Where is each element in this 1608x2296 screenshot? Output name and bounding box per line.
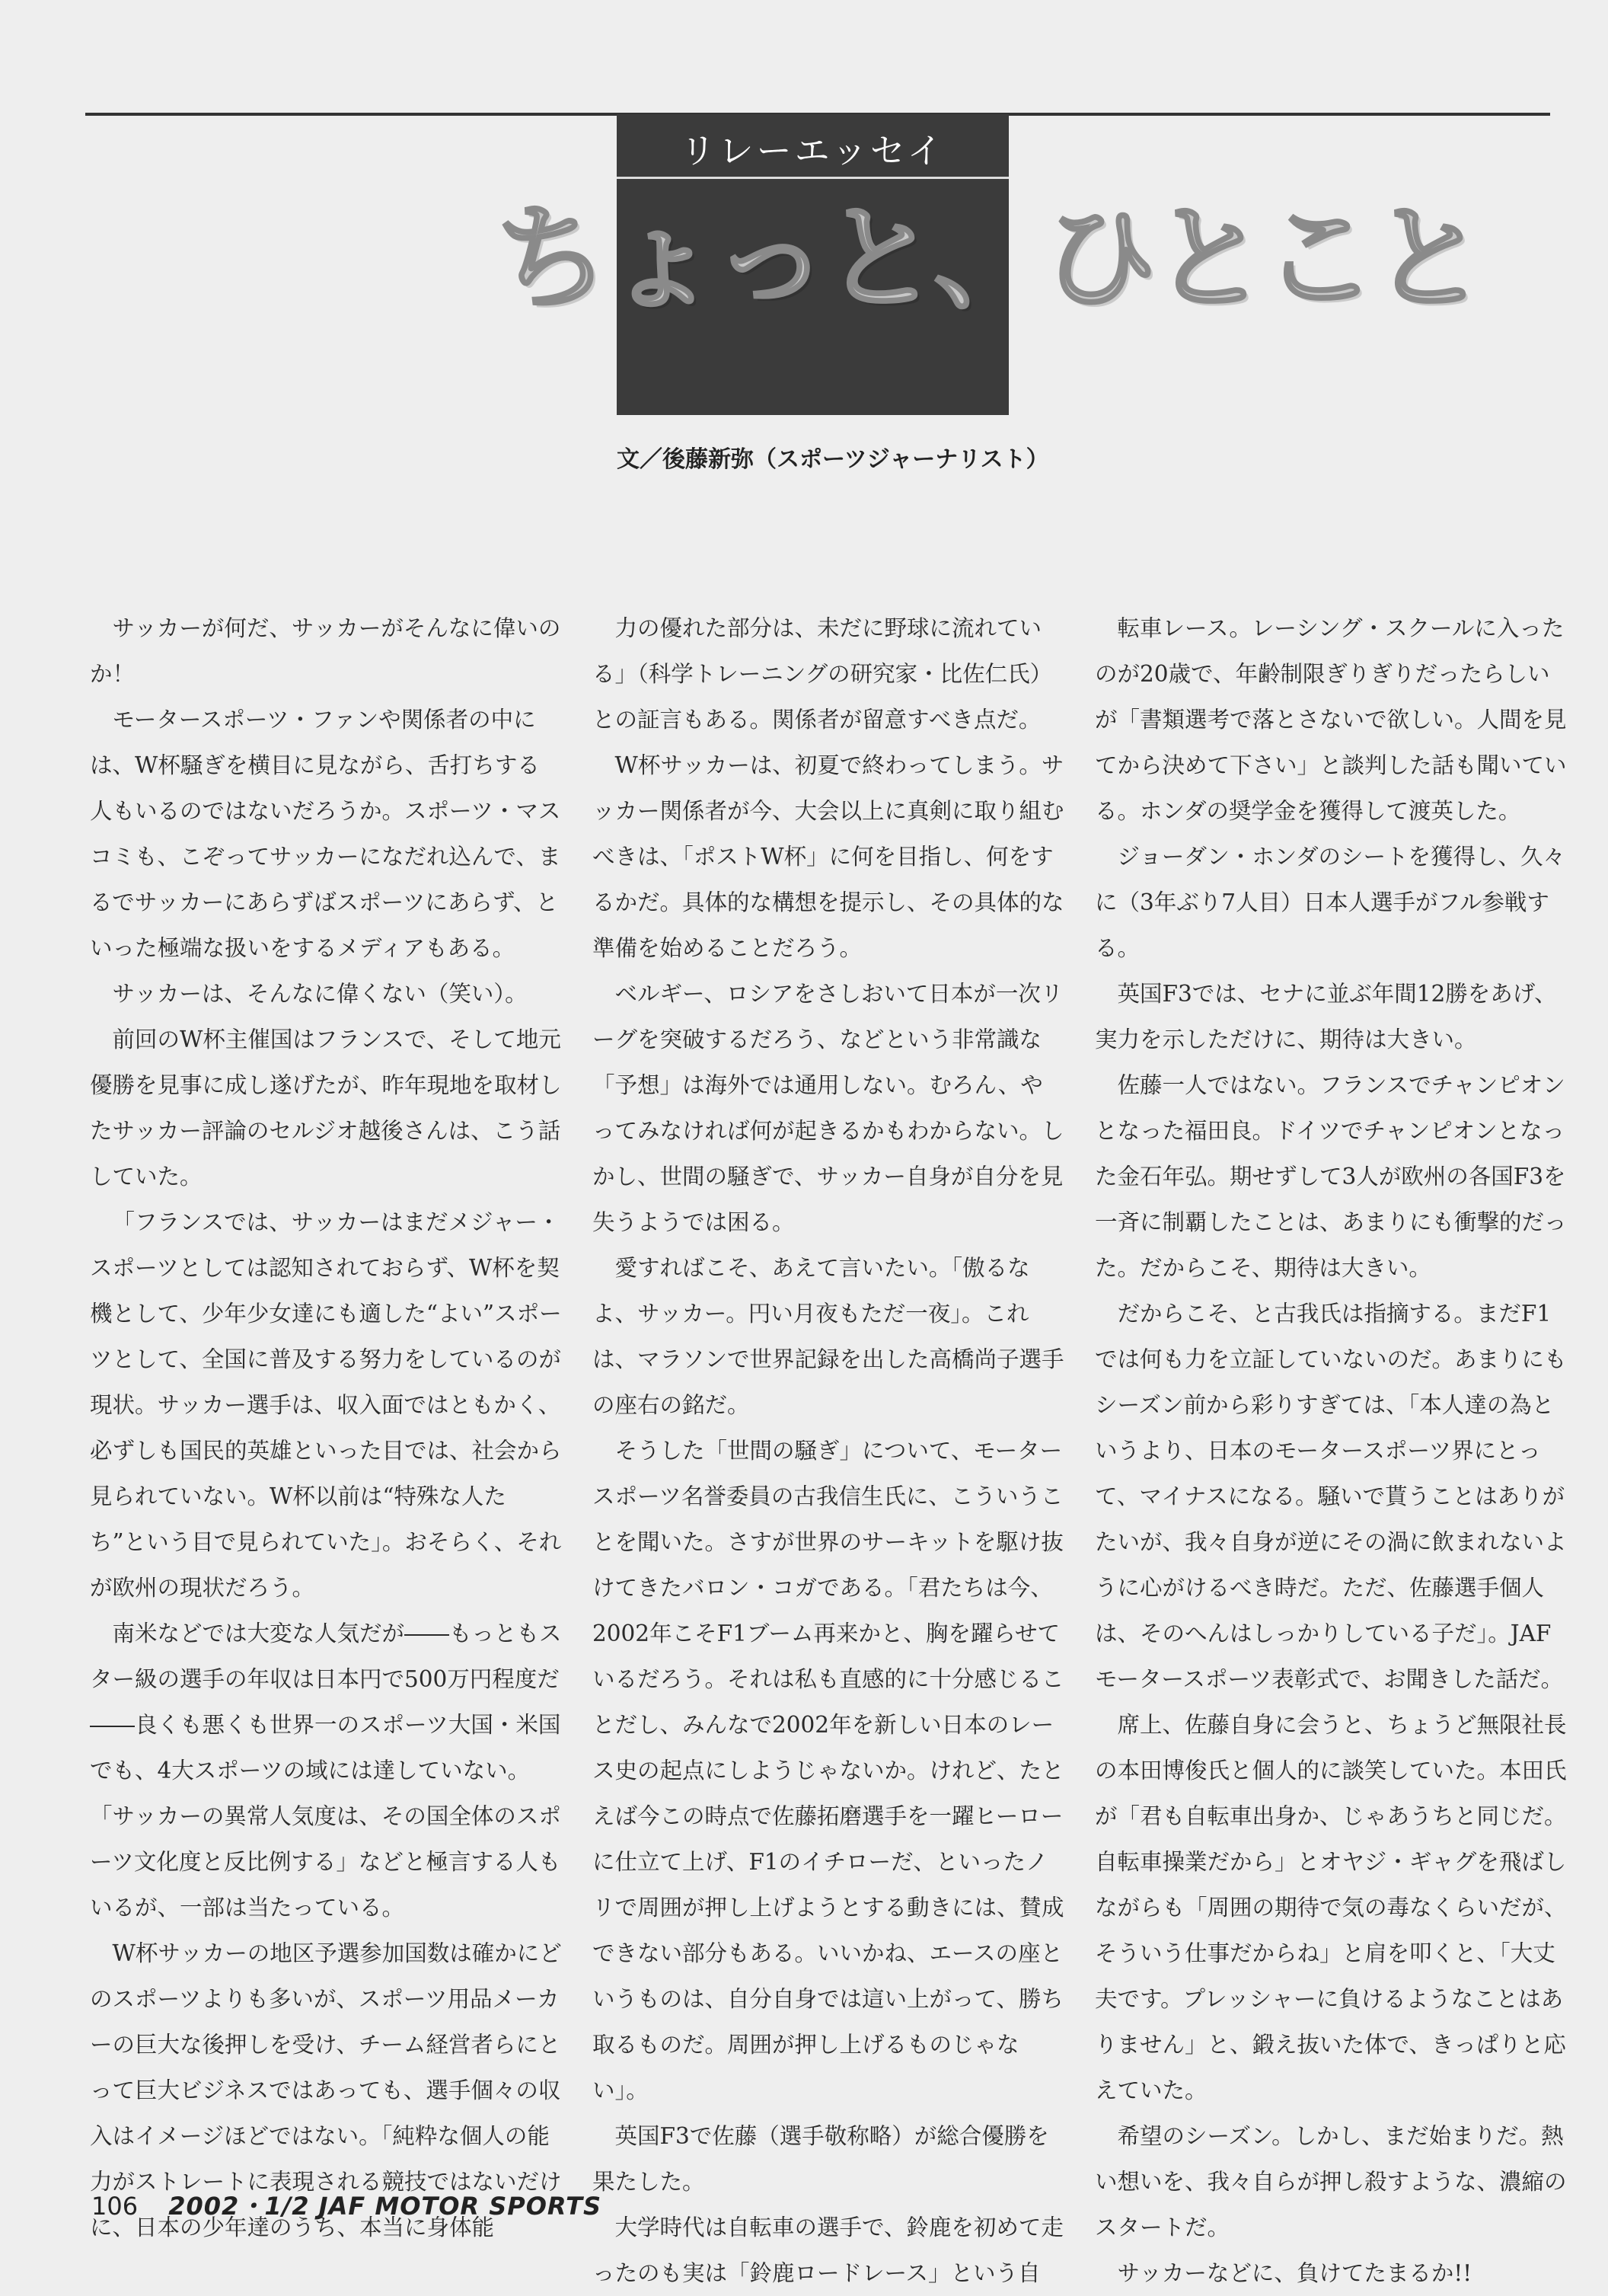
article-paragraph: だからこそ、と古我氏は指摘する。まだF1では何も力を立証していないのだ。あまりにもシーズン前から彩りすぎては、「本人達の為というより、日本のモータースポーツ界にとって、マイナスになる。騒いで貰うことはありがたいが、我々自身が逆にその渦に飲まれないように心がけるべき時だ。ただ、佐藤選手個人は、そのへんはしっかりしている子だ」。JAFモータースポーツ表彰式で、お聞きした話だ。 (1095, 1301, 1567, 1692)
page-number: 106 (91, 2192, 139, 2221)
page-footer (91, 2187, 601, 2222)
article-paragraph: ジョーダン・ホンダのシートを獲得し、久々に（3年ぶり7人目）日本人選手がフル参戦する。 (1095, 844, 1566, 961)
article-paragraph: 希望のシーズン。しかし、まだ始まりだ。熱い想いを、我々自らが押し殺すような、濃縮のスタートだ。 (1095, 2123, 1567, 2240)
article-paragraph: 前回のW杯主催国はフランスで、そして地元優勝を見事に成し遂げたが、昨年現地を取材したサッカー評論のセルジオ越後さんは、こう話していた。 (90, 1027, 562, 1190)
series-label-rule (617, 177, 1009, 179)
article-paragraph: そうした「世間の騒ぎ」について、モータースポーツ名誉委員の古我信生氏に、こういうことを聞いた。さすが世界のサーキットを駆け抜けてきたバロン・コガである。「君たちは今、2002年こそF1ブーム再来かと、胸を躍らせているだろう。それは私も直感的に十分感じることだし、みんなで2002年を新しい日本のレース史の起点にしようじゃないか。けれど、たとえば今この時点で佐藤拓磨選手を一躍ヒーローに仕立て上げ、F1のイチローだ、といったノリで周囲が押し上げようとする動きには、賛成できない部分もある。いいかね、エースの座というものは、自分自身では這い上がって、勝ち取るものだ。周囲が押し上げるものじゃない」。 (592, 1438, 1064, 2103)
article-paragraph: サッカーは、そんなに偉くない（笑い）。 (112, 981, 528, 1007)
magazine-issue: 2002・1/2 JAF MOTOR SPORTS (168, 2192, 601, 2221)
article-paragraph: W杯サッカーは、初夏で終わってしまう。サッカー関係者が今、大会以上に真剣に取り組むべきは、「ポストW杯」に何を目指し、何をするかだ。具体的な構想を提示し、その具体的な準備を始めることだろう。 (592, 752, 1064, 961)
article-paragraph: W杯サッカーの地区予選参加国数は確かにどのスポーツよりも多いが、スポーツ用品メーカーの巨大な後押しを受け、チーム経営者らにとって巨大ビジネスではあっても、選手個々の収入はイメージほどではない。「純粋な個人の能力がストレートに表現される競技ではないだけに、日本の少年達のうち、本当に身体能 (90, 1940, 562, 2240)
article-paragraph: 大学時代は自転車の選手で、鈴鹿を初めて走ったのも実は「鈴鹿ロードレース」という自 (592, 2215, 1064, 2286)
article-paragraph: 力の優れた部分は、未だに野球に流れている」（科学トレーニングの研究家・比佐仁氏）との証言もある。関係者が留意すべき点だ。 (592, 615, 1053, 733)
essay-title: ちょっと、ひとこと (495, 193, 1482, 325)
article-paragraph: 「フランスでは、サッカーはまだメジャー・スポーツとしては認知されておらず、W杯を契機として、少年少女達にも適した“よい”スポーツとして、全国に普及する努力をしているのが現状。サッカー選手は、収入面ではともかく、必ずしも国民的英雄といった目では、社会から見られていない。W杯以前は“特殊な人たち”という目で見られていた」。おそらく、それが欧州の現状だろう。 (90, 1209, 562, 1601)
byline: 文／後藤新弥（スポーツジャーナリスト） (617, 446, 1049, 473)
article-paragraph: 南米などでは大変な人気だが――もっともスター級の選手の年収は日本円で500万円程度だ――良くも悪くも世界一のスポーツ大国・米国でも、4大スポーツの域には達していない。「サッカーの異常人気度は、その国全体のスポーツ文化度と反比例する」などと極言する人もいるが、一部は当たっている。 (90, 1621, 562, 1921)
article-paragraph: 愛すればこそ、あえて言いたい。「傲るなよ、サッカー。円い月夜もただ一夜」。これは、マラソンで世界記録を出した高橋尚子選手の座右の銘だ。 (592, 1255, 1064, 1418)
article-paragraph: 英国F3では、セナに並ぶ年間12勝をあげ、実力を示しただけに、期待は大きい。 (1095, 981, 1557, 1052)
article-paragraph: ベルギー、ロシアをさしおいて日本が一次リーグを突破するだろう、などという非常識な「予想」は海外では通用しない。むろん、やってみなければ何が起きるかもわからない。しかし、世間の騒ぎで、サッカー自身が自分を見失うようでは困る。 (592, 981, 1064, 1235)
article-paragraph: 席上、佐藤自身に会うと、ちょうど無限社長の本田博俊氏と個人的に談笑していた。本田氏が「君も自転車出身か、じゃあうちと同じだ。自転車操業だから」とオヤジ・ギャグを飛ばしながらも「周囲の期待で気の毒なくらいだが、そういう仕事だからね」と肩を叩くと、「大丈夫です。プレッシャーに負けるようなことはありません」と、鍛え抜いた体で、きっぱりと応えていた。 (1095, 1712, 1567, 2103)
article-paragraph: サッカーなどに、負けてたまるか!! (1117, 2260, 1472, 2286)
article-paragraph: モータースポーツ・ファンや関係者の中には、W杯騒ぎを横目に見ながら、舌打ちする人もいるのではないだろうか。スポーツ・マスコミも、こぞってサッカーになだれ込んで、まるでサッカーにあらずばスポーツにあらず、といった極端な扱いをするメディアもある。 (90, 707, 561, 961)
article-paragraph: 英国F3で佐藤（選手敬称略）が総合優勝を果たした。 (592, 2123, 1049, 2195)
article-paragraph: 転車レース。レーシング・スクールに入ったのが20歳で、年齢制限ぎりぎりだったらしいが「書類選考で落とさないで欲しい。人間を見てから決めて下さい」と談判した話も聞いている。ホンダの奨学金を獲得して渡英した。 (1095, 615, 1567, 824)
series-label: リレーエッセイ (680, 130, 946, 171)
article-column-3 (1095, 605, 1567, 2286)
article-paragraph: 佐藤一人ではない。フランスでチャンピオンとなった福田良。ドイツでチャンピオンとなった金石年弘。期せずして3人が欧州の各国F3を一斉に制覇したことは、あまりにも衝撃的だった。だからこそ、期待は大きい。 (1095, 1072, 1567, 1281)
article-paragraph: サッカーが何だ、サッカーがそんなに偉いのか！ (90, 615, 561, 687)
article-column-2 (592, 605, 1064, 2286)
